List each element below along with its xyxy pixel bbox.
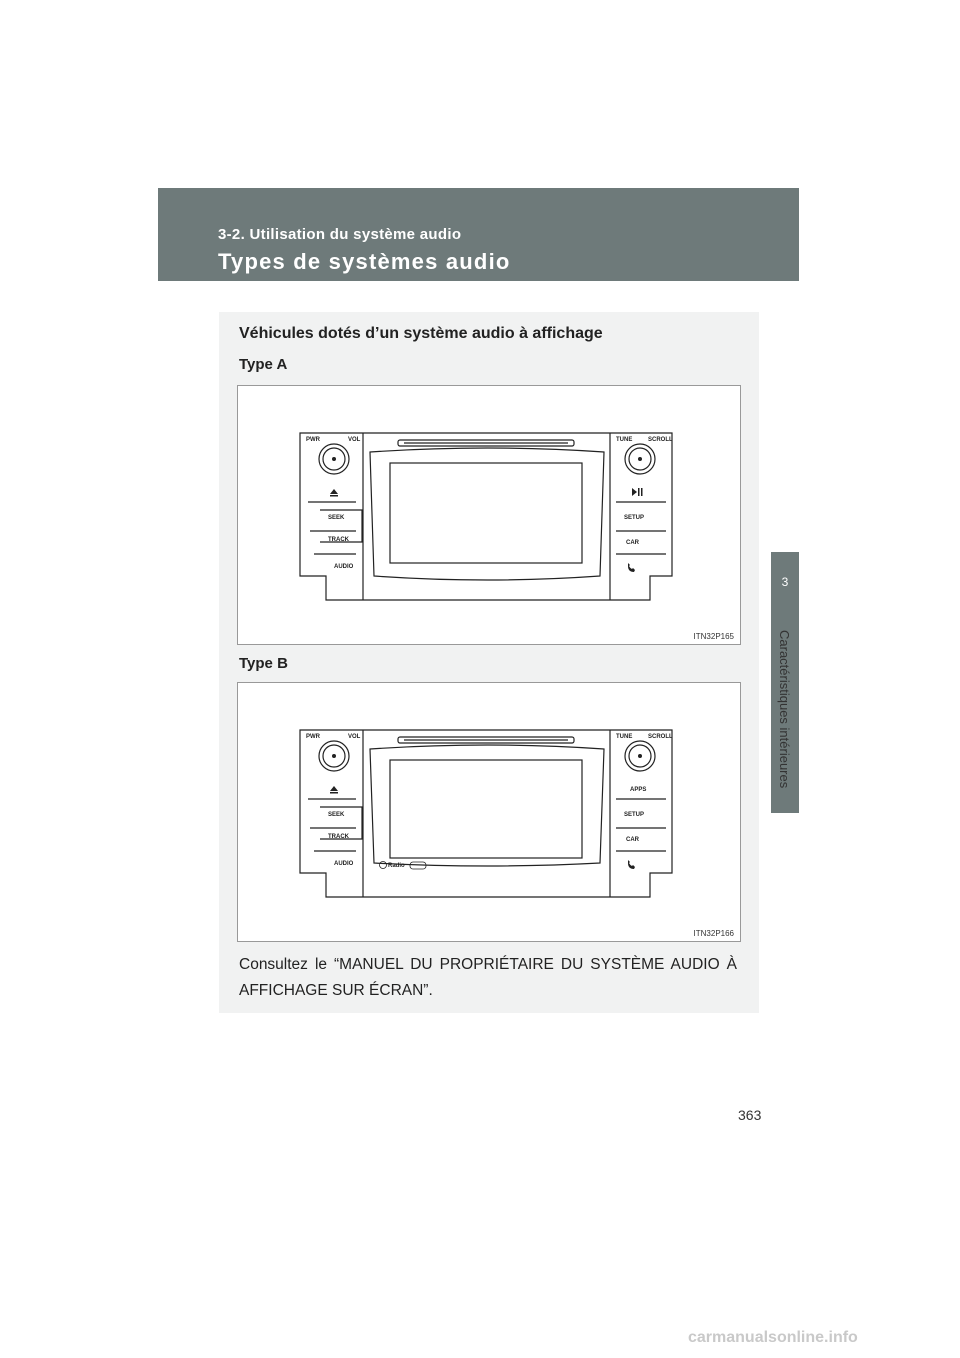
setup-label: SETUP <box>624 515 645 521</box>
figure-code: ITN32P166 <box>693 929 734 938</box>
page-title: Types de systèmes audio <box>218 249 511 274</box>
chapter-label: Caractéristiques intérieures <box>777 630 792 789</box>
car-label: CAR <box>626 540 639 546</box>
section-header <box>158 188 799 281</box>
seek-label: SEEK <box>328 515 345 521</box>
apps-label: APPS <box>630 787 647 793</box>
radio-logo: Radio <box>388 863 405 869</box>
tune-label: TUNE <box>616 437 633 443</box>
audio-unit-type-b-illustration <box>238 683 740 941</box>
audio-label: AUDIO <box>334 564 354 570</box>
audio-label: AUDIO <box>334 861 354 867</box>
scroll-label: SCROLL <box>648 734 673 740</box>
content-box <box>219 312 759 1013</box>
track-label: TRACK <box>328 537 349 543</box>
box-heading: Véhicules dotés d’un système audio à affichage <box>239 325 603 342</box>
chapter-number: 3 <box>781 575 789 589</box>
page-number: 363 <box>738 1107 762 1123</box>
pwr-label: PWR <box>306 437 320 443</box>
type-a-label: Type A <box>239 356 288 373</box>
scroll-label: SCROLL <box>648 437 673 443</box>
figure-type-b <box>237 682 741 942</box>
body-text: Consultez le “MANUEL DU PROPRIÉTAIRE DU SYSTÈME AUDIO À AFFICHAGE SUR ÉCRAN”. <box>239 956 737 999</box>
seek-label: SEEK <box>328 812 345 818</box>
type-b-label: Type B <box>239 655 288 672</box>
track-label: TRACK <box>328 834 349 840</box>
tune-label: TUNE <box>616 734 633 740</box>
watermark: carmanualsonline.info <box>688 1329 858 1346</box>
figure-code: ITN32P165 <box>693 632 734 641</box>
pwr-label: PWR <box>306 734 320 740</box>
car-label: CAR <box>626 837 639 843</box>
audio-unit-type-a-illustration <box>238 386 740 644</box>
vol-label: VOL <box>348 734 361 740</box>
section-label: 3-2. Utilisation du système audio <box>218 226 462 243</box>
vol-label: VOL <box>348 437 361 443</box>
figure-type-a <box>237 385 741 645</box>
setup-label: SETUP <box>624 812 645 818</box>
